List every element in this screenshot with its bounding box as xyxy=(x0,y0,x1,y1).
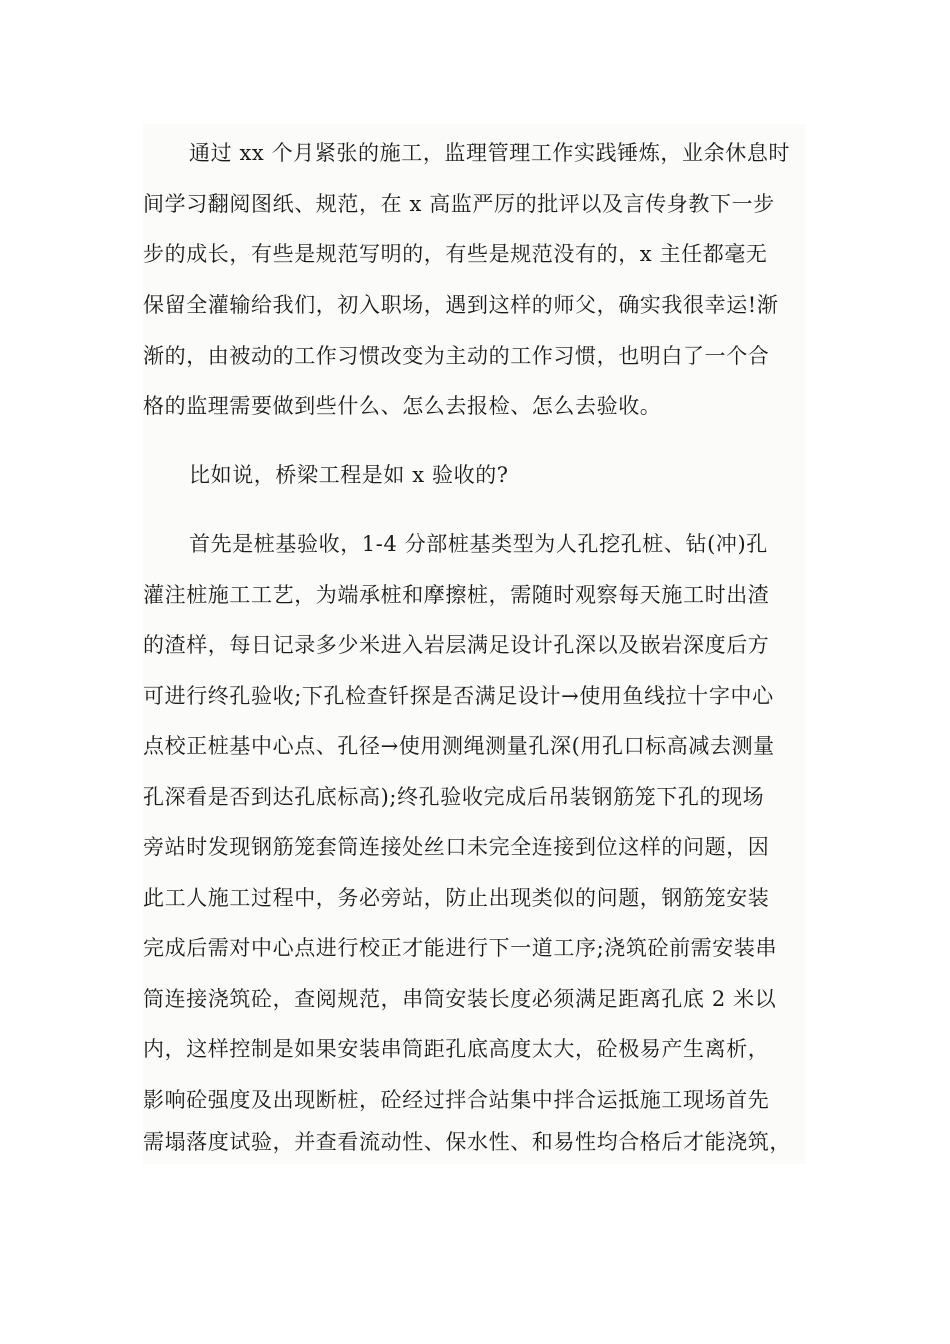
paragraph-3-line-3: 的渣样，每日记录多少米进入岩层满足设计孔深以及嵌岩深度后方 xyxy=(143,633,770,657)
paragraph-1-line-4: 保留全灌输给我们，初入职场，遇到这样的师父，确实我很幸运!渐 xyxy=(143,293,779,317)
paragraph-2-line-1: 比如说，桥梁工程是如 x 验收的? xyxy=(189,463,509,487)
paragraph-3-line-9: 完成后需对中心点进行校正才能进行下一道工序;浇筑砼前需安装串 xyxy=(143,936,778,960)
paragraph-3-line-8: 此工人施工过程中，务必旁站，防止出现类似的问题，钢筋笼安装 xyxy=(143,886,770,910)
paragraph-3-line-5: 点校正桩基中心点、孔径→使用测绳测量孔深(用孔口标高减去测量 xyxy=(143,734,775,758)
paragraph-3-line-2: 灌注桩施工工艺，为端承桩和摩擦桩，需随时观察每天施工时出渣 xyxy=(143,583,770,607)
paragraph-3-line-7: 旁站时发现钢筋笼套筒连接处丝口未完全连接到位这样的问题，因 xyxy=(143,835,770,859)
paragraph-3-line-10: 筒连接浇筑砼，查阅规范，串筒安装长度必须满足距离孔底 2 米以 xyxy=(143,987,777,1011)
paragraph-3-line-1: 首先是桩基验收，1-4 分部桩基类型为人孔挖孔桩、钻(冲)孔 xyxy=(189,532,768,556)
paragraph-1-line-5: 渐的，由被动的工作习惯改变为主动的工作习惯，也明白了一个合 xyxy=(143,344,770,368)
paragraph-1-line-6: 格的监理需要做到些什么、怎么去报检、怎么去验收。 xyxy=(143,394,662,418)
document-text-block xyxy=(143,124,805,1164)
paragraph-3-line-4: 可进行终孔验收;下孔检查钎探是否满足设计→使用鱼线拉十字中心 xyxy=(143,684,774,708)
paragraph-1-line-3: 步的成长，有些是规范写明的，有些是规范没有的，x 主任都毫无 xyxy=(143,242,768,266)
paragraph-3-line-13: 需塌落度试验，并查看流动性、保水性、和易性均合格后才能浇筑， xyxy=(143,1130,791,1154)
paragraph-1-line-2: 间学习翻阅图纸、规范，在 x 高监严厉的批评以及言传身教下一步 xyxy=(143,192,775,216)
paragraph-3-line-11: 内，这样控制是如果安装串筒距孔底高度太大，砼极易产生离析， xyxy=(143,1037,770,1061)
paragraph-3-line-12: 影响砼强度及出现断桩，砼经过拌合站集中拌合运抵施工现场首先 xyxy=(143,1088,770,1112)
paragraph-1-line-1: 通过 xx 个月紧张的施工，监理管理工作实践锤炼，业余休息时 xyxy=(189,141,791,165)
paragraph-3-line-6: 孔深看是否到达孔底标高);终孔验收完成后吊装钢筋笼下孔的现场 xyxy=(143,785,765,809)
